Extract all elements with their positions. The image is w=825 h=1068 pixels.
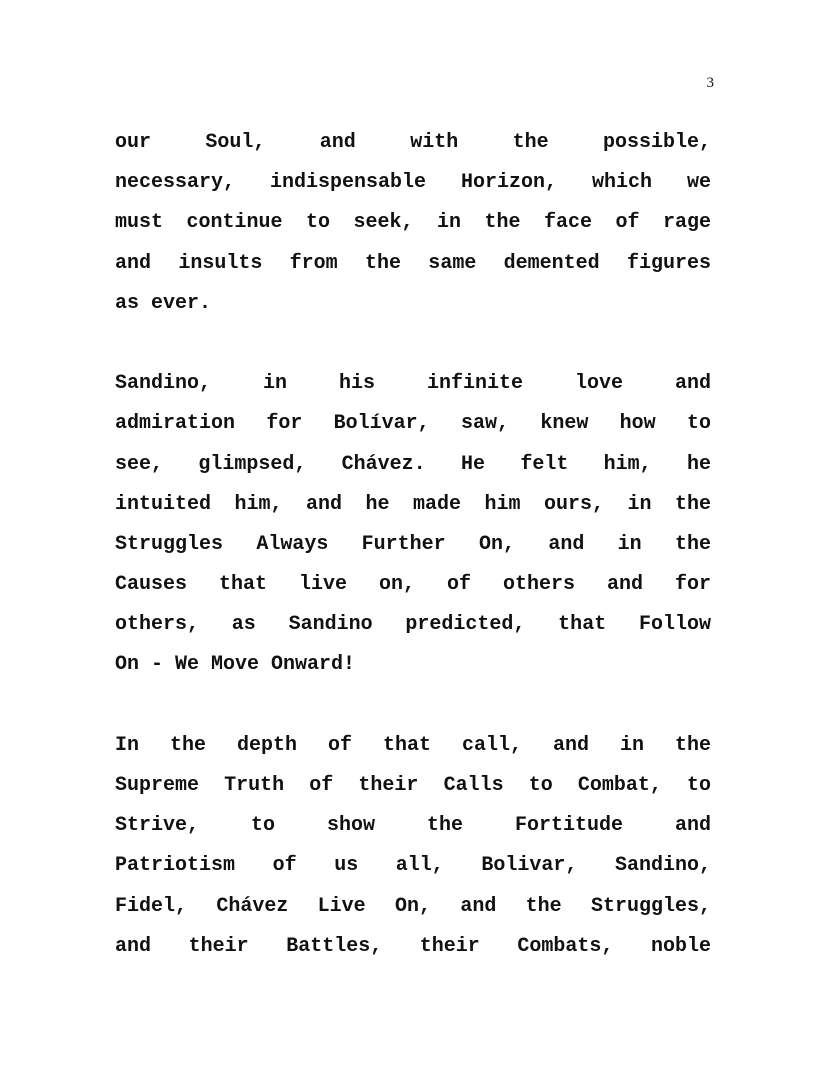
- text-line: see, glimpsed, Chávez. He felt him, he: [115, 452, 711, 476]
- text-line: Strive, to show the Fortitude and: [115, 814, 711, 838]
- paragraph-3: [115, 726, 711, 967]
- text-line: intuited him, and he made him ours, in the: [115, 492, 711, 516]
- text-line: must continue to seek, in the face of rage: [115, 211, 711, 235]
- paragraph-2: [115, 364, 711, 686]
- text-line: Causes that live on, of others and for: [115, 573, 711, 597]
- document-body: [115, 123, 711, 967]
- text-line: our Soul, and with the possible,: [115, 131, 711, 154]
- paragraph-1: [115, 123, 711, 324]
- text-line: Patriotism of us all, Bolivar, Sandino,: [115, 854, 711, 878]
- text-line: Struggles Always Further On, and in the: [115, 532, 711, 556]
- page-number: 3: [706, 75, 714, 91]
- text-line: and their Battles, their Combats, noble: [115, 934, 711, 958]
- text-line: In the depth of that call, and in the: [115, 733, 711, 757]
- text-line: necessary, indispensable Horizon, which we: [115, 171, 711, 195]
- text-line: admiration for Bolívar, saw, knew how to: [115, 412, 711, 436]
- text-line: others, as Sandino predicted, that Follow: [115, 613, 711, 637]
- text-line: Sandino, in his infinite love and: [115, 372, 711, 396]
- text-line: On - We Move Onward!: [115, 653, 356, 677]
- text-line: and insults from the same demented figures: [115, 251, 711, 275]
- text-line: Supreme Truth of their Calls to Combat, to: [115, 774, 711, 797]
- text-line: as ever.: [115, 291, 212, 315]
- text-line: Fidel, Chávez Live On, and the Struggles,: [115, 894, 711, 918]
